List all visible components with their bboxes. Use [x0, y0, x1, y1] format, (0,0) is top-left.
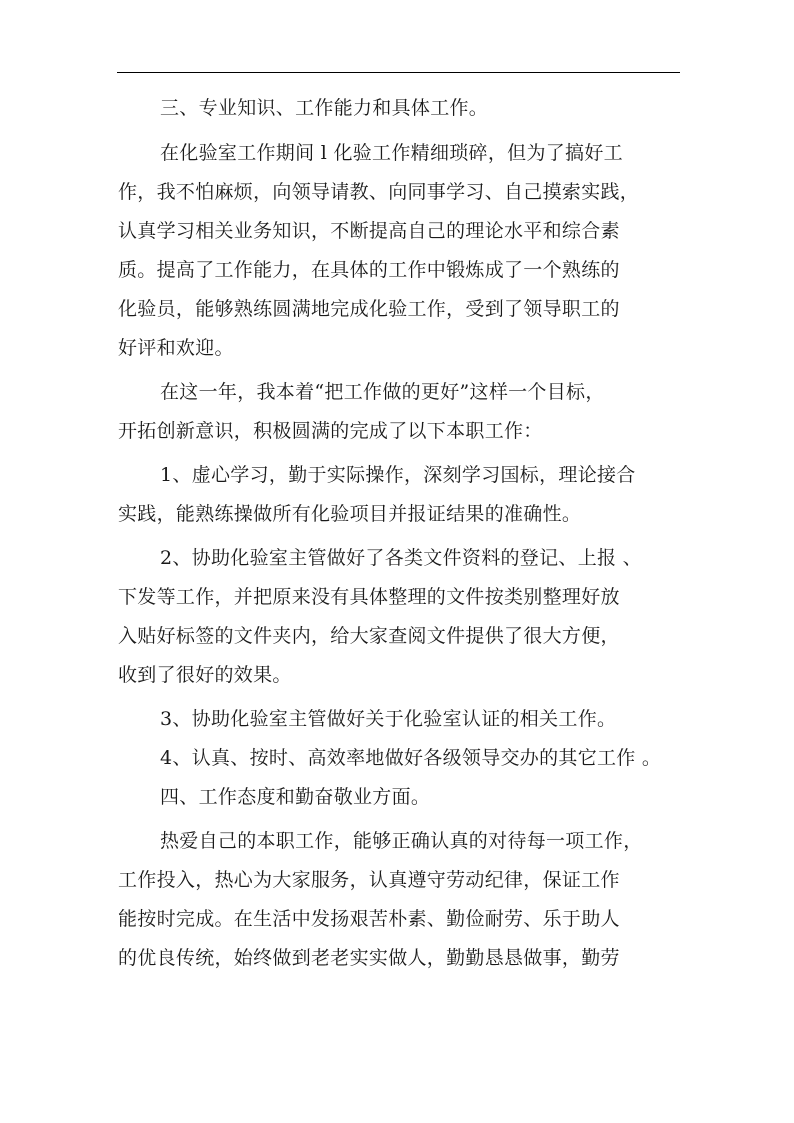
paragraph-line: 热爱自己的本职工作，能够正确认真的对待每一项工作，	[160, 830, 643, 852]
paragraph-line: 下发等工作，并把原来没有具体整理的文件按类别整理好放	[118, 586, 620, 608]
paragraph-line: 在这一年，我本着“把工作做的更好”这样一个目标，	[160, 381, 605, 403]
list-item-2: 2、协助化验室主管做好了各类文件资料的登记、上报 、	[160, 547, 642, 569]
list-item-4: 4、认真、按时、高效率地做好各级领导交办的其它工作 。	[160, 747, 662, 769]
paragraph-line: 认真学习相关业务知识，不断提高自己的理论水平和综合素	[118, 220, 620, 242]
paragraph-line: 入贴好标签的文件夹内，给大家查阅文件提供了很大方便，	[118, 625, 620, 647]
paragraph-line: 工作投入，热心为大家服务，认真遵守劳动纪律，保证工作	[118, 869, 620, 891]
paragraph-line: 质。提高了工作能力，在具体的工作中锻炼成了一个熟练的	[118, 259, 620, 281]
paragraph-line: 能按时完成。在生活中发扬艰苦朴素、勤俭耐劳、乐于助人	[118, 908, 620, 930]
paragraph-line: 开拓创新意识，积极圆满的完成了以下本职工作：	[118, 420, 543, 442]
section-heading-3: 三、专业知识、工作能力和具体工作。	[160, 97, 489, 119]
header-rule	[117, 72, 680, 73]
paragraph-line: 好评和欢迎。	[118, 337, 234, 359]
paragraph-line: 化验员，能够熟练圆满地完成化验工作，受到了领导职工的	[118, 298, 620, 320]
paragraph-line: 收到了很好的效果。	[118, 664, 292, 686]
list-item-1: 1、虚心学习，勤于实际操作，深刻学习国标，理论接合	[160, 464, 636, 486]
list-item-3: 3、协助化验室主管做好关于化验室认证的相关工作。	[160, 708, 617, 730]
paragraph-line: 的优良传统，始终做到老老实实做人，勤勤恳恳做事，勤劳	[118, 947, 620, 969]
paragraph-line: 作，我不怕麻烦，向领导请教、向同事学习、自己摸索实践，	[118, 181, 640, 203]
section-heading-4: 四、工作态度和勤奋敬业方面。	[160, 786, 431, 808]
paragraph-line: 实践，能熟练操做所有化验项目并报证结果的准确性。	[118, 503, 582, 525]
paragraph-line: 在化验室工作期间 l 化验工作精细琐碎，但为了搞好工	[160, 142, 623, 164]
